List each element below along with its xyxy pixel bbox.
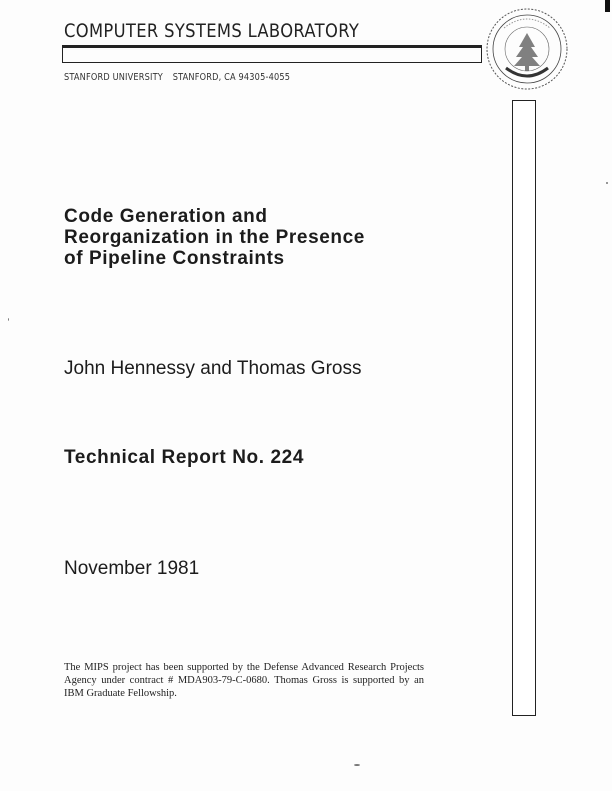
report-title — [64, 206, 365, 269]
scan-speck — [8, 318, 9, 321]
lab-name: COMPUTER SYSTEMS LABORATORY — [64, 20, 360, 42]
authors: John Hennessy and Thomas Gross — [64, 358, 362, 379]
side-margin-bar — [512, 100, 536, 716]
report-title-line: Reorganization in the Presence — [64, 227, 365, 248]
header-rule-bar — [62, 45, 482, 48]
report-title-line: of Pipeline Constraints — [64, 248, 285, 269]
stanford-seal-icon — [484, 6, 570, 92]
report-title-line: Code Generation and — [64, 206, 268, 227]
funding-note: The MIPS project has been supported by the Defense Advanced Research Projects Agency under contract # MDA903-79-C-0680. Thomas Gross is supported by an IBM Graduate Fellowship. — [64, 662, 424, 699]
scan-speck — [354, 764, 360, 766]
report-number: Technical Report No. 224 — [64, 447, 304, 468]
university-name: STANFORD UNIVERSITY — [64, 72, 163, 83]
report-date: November 1981 — [64, 558, 200, 579]
city-address: STANFORD, CA 94305-4055 — [172, 72, 291, 83]
lab-address — [64, 72, 290, 83]
scan-speck — [606, 182, 608, 184]
corner-mark — [605, 0, 610, 12]
